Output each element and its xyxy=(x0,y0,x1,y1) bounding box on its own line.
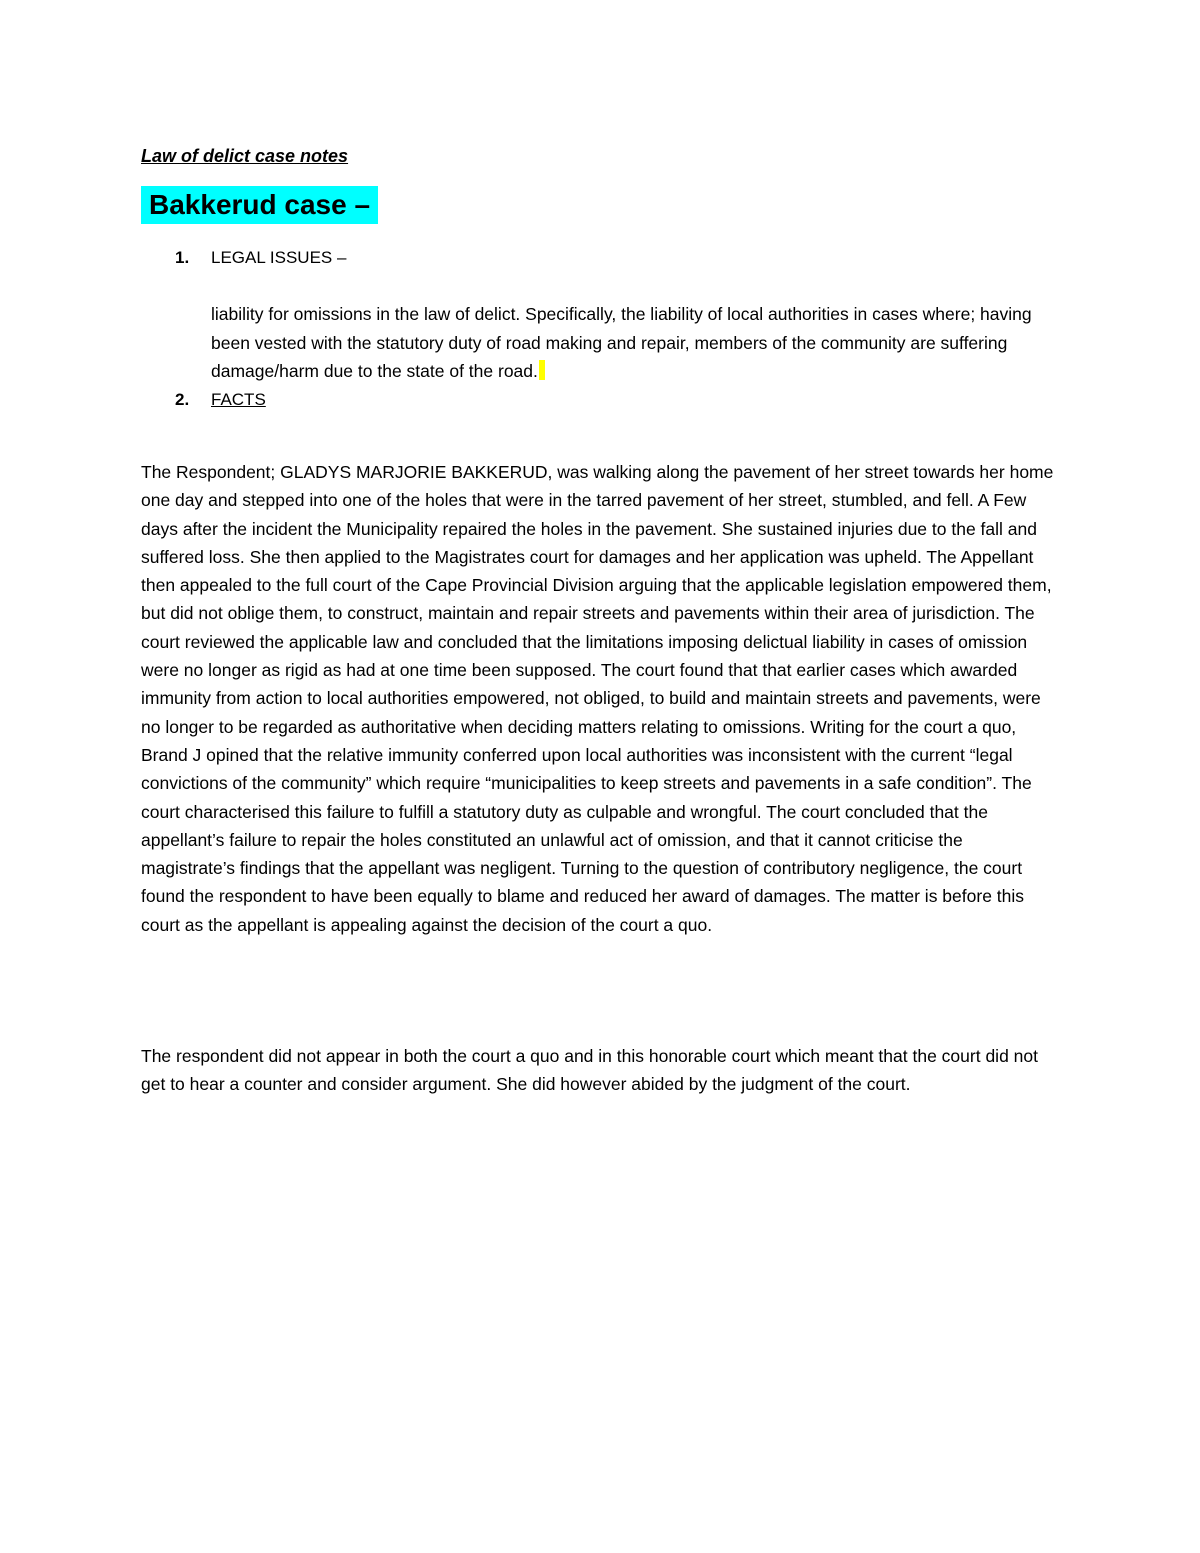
section-label-facts: FACTS xyxy=(211,390,266,409)
legal-issues-text xyxy=(211,300,1051,386)
section-label-legal-issues: LEGAL ISSUES – xyxy=(211,248,347,267)
section-number-facts: 2. xyxy=(175,390,190,409)
legal-issues-body: liability for omissions in the law of delict. Specifically, the liability of local authorities in cases where; having been vested with the statutory duty of road making and repair, members of the community are suffering damage/harm due to the state of the road. xyxy=(211,304,1032,381)
facts-paragraph-2: The respondent did not appear in both the court a quo and in this honorable court which meant that the court did not get to hear a counter and consider argument. She did however abided by the judgment of the court. xyxy=(141,1046,1038,1095)
highlight-mark xyxy=(539,360,545,380)
case-heading: Bakkerud case – xyxy=(141,186,378,224)
facts-paragraph-1: The Respondent; GLADYS MARJORIE BAKKERUD, was walking along the pavement of her street towards her home one day and stepped into one of the holes that were in the tarred pavement of her street, stumbled, and fell. A Few days after the incident the Municipality repaired the holes in the pavement. She sustained injuries due to the fall and suffered loss. She then applied to the Magistrates court for damages and her application was upheld. The Appellant then appealed to the full court of the Cape Provincial Division arguing that the applicable legislation empowered them, but did not oblige them, to construct, maintain and repair streets and pavements within their area of jurisdiction. The court reviewed the applicable law and concluded that the limitations imposing delictual liability in cases of omission were no longer as rigid as had at one time been supposed. The court found that that earlier cases which awarded immunity from action to local authorities empowered, not obliged, to build and maintain streets and pavements, were no longer to be regarded as authoritative when deciding matters relating to omissions. Writing for the court a quo, Brand J opined that the relative immunity conferred upon local authorities was inconsistent with the current “legal convictions of the community” which require “municipalities to keep streets and pavements in a safe condition”. The court characterised this failure to fulfill a statutory duty as culpable and wrongful. The court concluded that the appellant’s failure to repair the holes constituted an unlawful act of omission, and that it cannot criticise the magistrate’s findings that the appellant was negligent. Turning to the question of contributory negligence, the court found the respondent to have been equally to blame and reduced her award of damages. The matter is before this court as the appellant is appealing against the decision of the court a quo. xyxy=(141,462,1054,935)
document-title: Law of delict case notes xyxy=(141,146,349,166)
section-number-legal-issues: 1. xyxy=(175,248,190,267)
